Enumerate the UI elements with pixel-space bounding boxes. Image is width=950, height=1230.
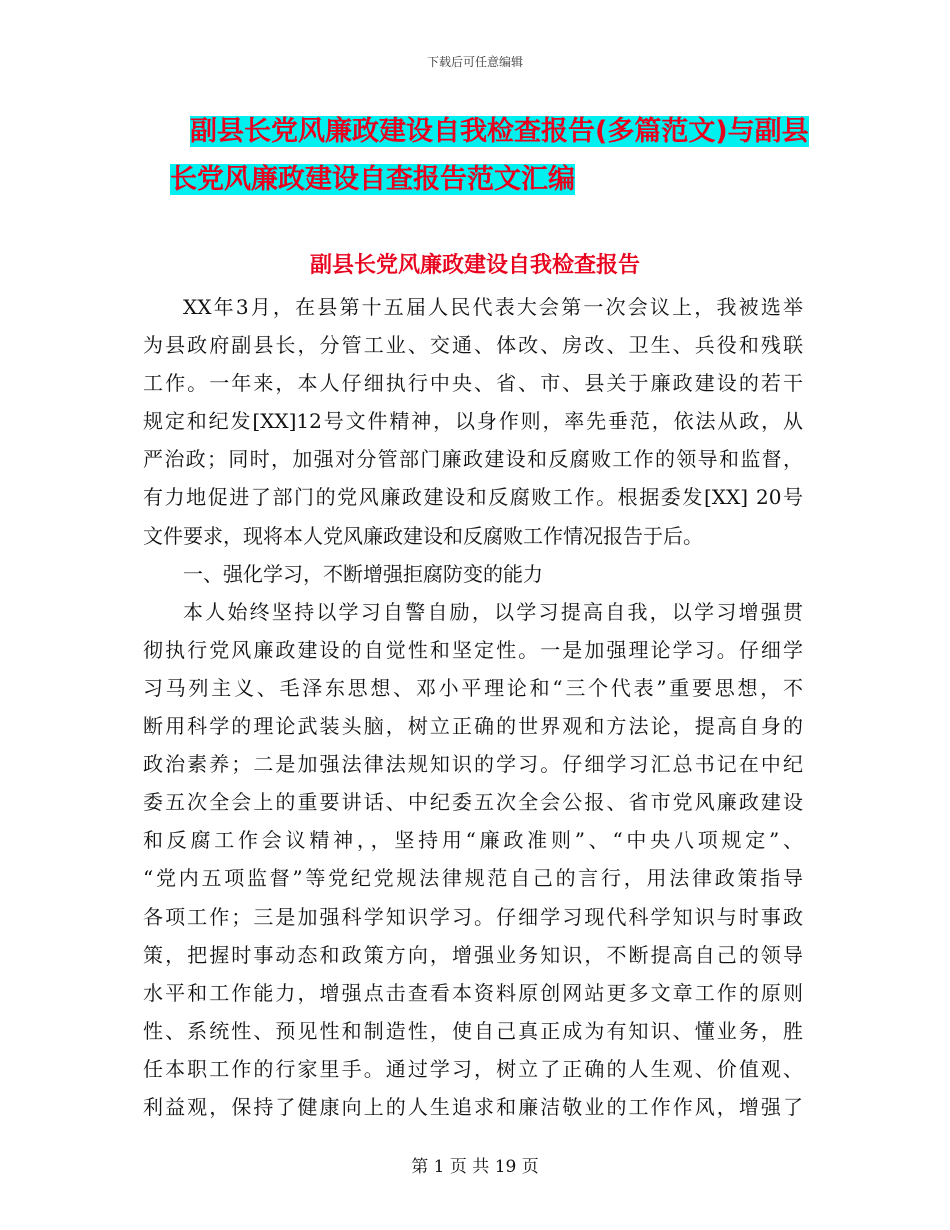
- paragraph-line: 为县政府副县长，分管工业、交通、体改、房改、卫生、兵役和残联: [143, 333, 803, 358]
- paragraph-line: “党内五项监督”等党纪党规法律规范自己的言行，用法律政策指导: [143, 866, 803, 891]
- paragraph-line: 策，把握时事动态和政策方向，增强业务知识，不断提高自己的领导: [143, 942, 803, 967]
- paragraph-line: XX年3月，在县第十五届人民代表大会第一次会议上，我被选举: [183, 295, 803, 319]
- body-text: [143, 288, 803, 1126]
- paragraph-line: 政治素养；二是加强法律法规知识的学习。仔细学习汇总书记在中纪: [143, 752, 803, 777]
- paragraph-line: 和反腐工作会议精神，，坚持用“廉政准则”、“中央八项规定”、: [143, 828, 803, 853]
- paragraph-line: 各项工作；三是加强科学知识学习。仔细学习现代科学知识与时事政: [143, 904, 803, 929]
- paragraph-line: 委五次全会上的重要讲话、中纪委五次全会公报、省市党风廉政建设: [143, 790, 803, 815]
- paragraph-line: 水平和工作能力，增强点击查看本资料原创网站更多文章工作的原则: [143, 980, 803, 1005]
- paragraph-line: 规定和纪发[XX]12号文件精神，以身作则，率先垂范，依法从政，从: [143, 409, 803, 434]
- paragraph-line: 习马列主义、毛泽东思想、邓小平理论和“三个代表”重要思想，不: [143, 675, 803, 700]
- paragraph-line: 性、系统性、预见性和制造性，使自己真正成为有知识、懂业务，胜: [143, 1018, 803, 1043]
- paragraph-line: 利益观，保持了健康向上的人生追求和廉洁敬业的工作作风，增强了: [143, 1094, 803, 1119]
- page-header-note: 下载后可任意编辑: [426, 55, 523, 69]
- paragraph-line: 工作。一年来，本人仔细执行中央、省、市、县关于廉政建设的若干: [143, 371, 803, 396]
- paragraph-line: 有力地促进了部门的党风廉政建设和反腐败工作。根据委发[XX] 20号: [143, 485, 803, 510]
- document-title-line-1: 副县长党风廉政建设自我检查报告(多篇范文)与副县: [190, 116, 809, 147]
- paragraph-line: 本人始终坚持以学习自警自励，以学习提高自我，以学习增强贯: [183, 599, 803, 624]
- paragraph-line: 文件要求，现将本人党风廉政建设和反腐败工作情况报告于后。: [143, 523, 703, 548]
- paragraph-line: 严治政；同时，加强对分管部门廉政建设和反腐败工作的领导和监督，: [143, 447, 803, 472]
- section-heading: 一、强化学习，不断增强拒腐防变的能力: [183, 561, 543, 586]
- paragraph-line: 断用科学的理论武装头脑，树立正确的世界观和方法论，提高自身的: [143, 714, 803, 739]
- paragraph-line: 彻执行党风廉政建设的自觉性和坚定性。一是加强理论学习。仔细学: [143, 637, 803, 662]
- document-title: [170, 108, 830, 204]
- page-footer: 第 1 页 共 19 页: [411, 1157, 539, 1177]
- document-title-line-2: 长党风廉政建设自查报告范文汇编: [170, 164, 575, 195]
- section-title: 副县长党风廉政建设自我检查报告: [309, 253, 640, 278]
- paragraph-line: 任本职工作的行家里手。通过学习，树立了正确的人生观、价值观、: [143, 1056, 803, 1081]
